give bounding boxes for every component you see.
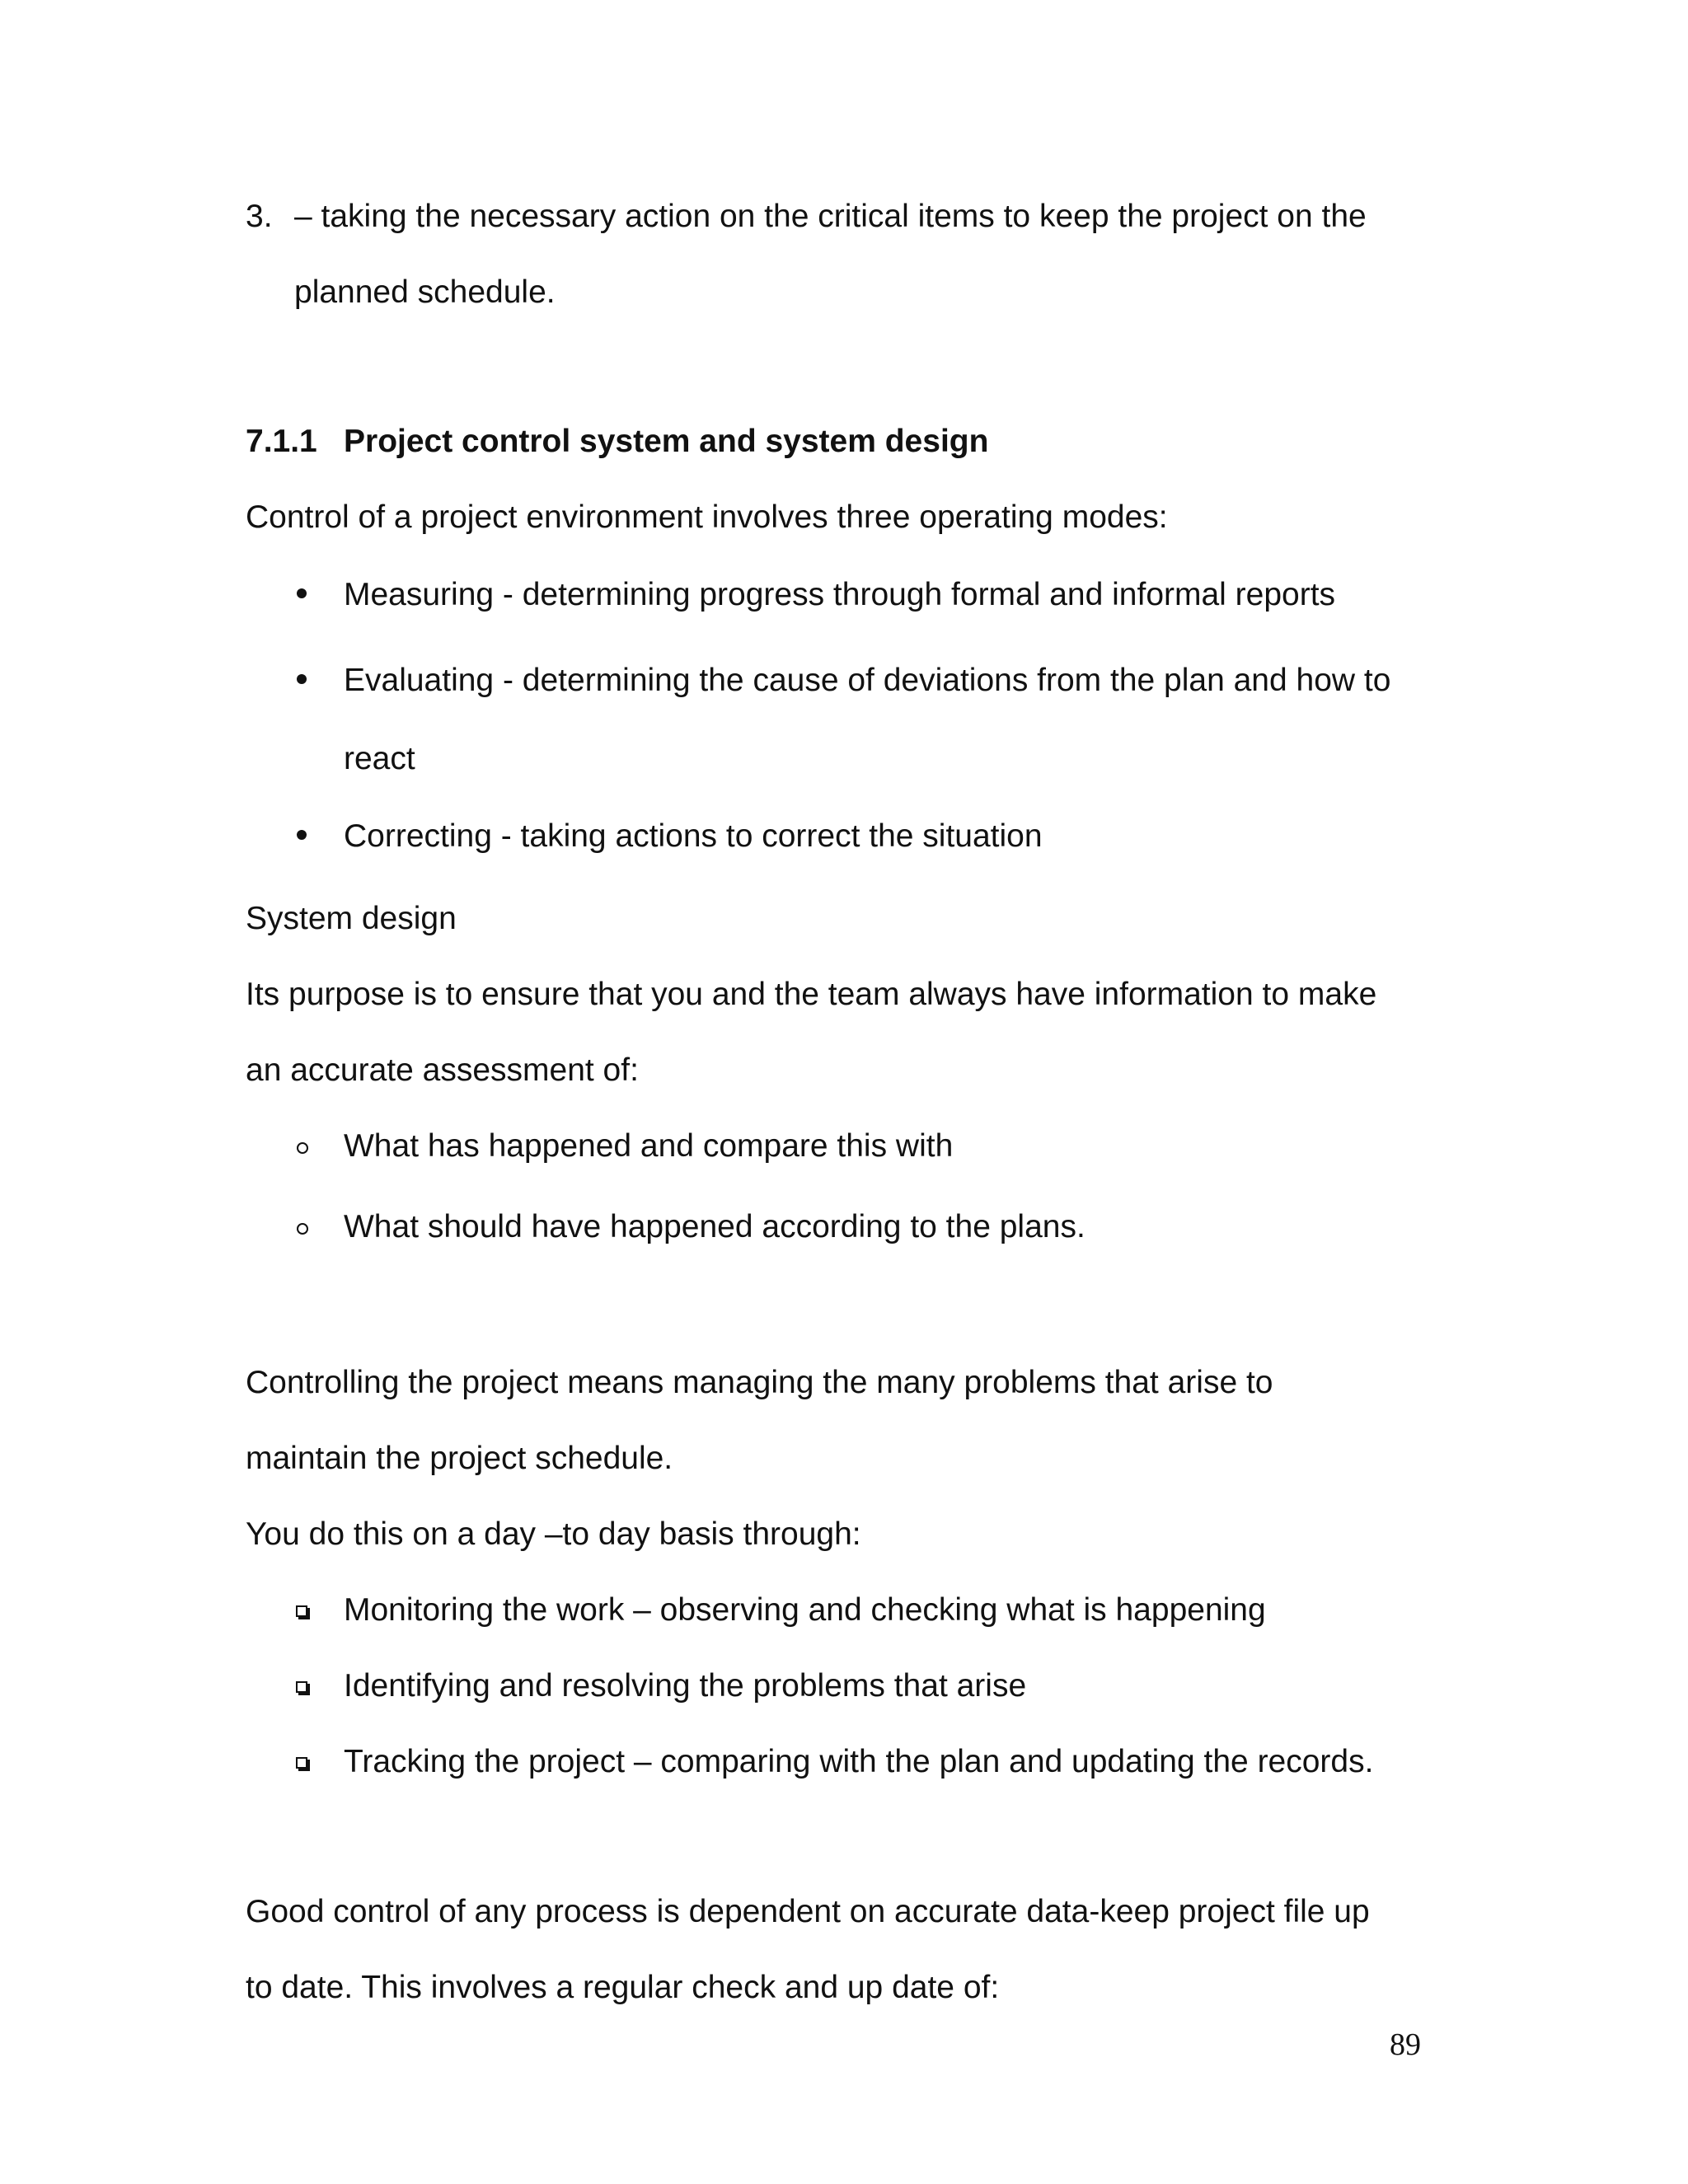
good-control-paragraph-line1: Good control of any process is dependent on accurate data-keep project file up [246, 1894, 1370, 1929]
bullet-square-icon [296, 1757, 307, 1769]
assessment-item: What should have happened according to the plans. [344, 1209, 1085, 1244]
bullet-circle-icon [297, 1142, 308, 1154]
mode-item-evaluating: Evaluating - determining the cause of deviations from the plan and how to [344, 663, 1391, 698]
item3-text-line2: planned schedule. [294, 274, 556, 310]
controlling-paragraph-line1: Controlling the project means managing the many problems that arise to [246, 1365, 1273, 1400]
mode-item-measuring: Measuring - determining progress through formal and informal reports [344, 577, 1336, 612]
page-number: 89 [1390, 2027, 1421, 2062]
list-number: 3. [246, 199, 273, 234]
intro-paragraph: Control of a project environment involves three operating modes: [246, 499, 1168, 535]
controlling-item-tracking: Tracking the project – comparing with the plan and updating the records. [344, 1744, 1374, 1779]
system-design-para-line1: Its purpose is to ensure that you and the team always have information to make [246, 977, 1377, 1012]
good-control-paragraph-line2: to date. This involves a regular check and up date of: [246, 1970, 1000, 2005]
bullet-dot-icon [297, 830, 307, 840]
section-number: 7.1.1 [246, 424, 317, 459]
system-design-title: System design [246, 901, 457, 936]
controlling-paragraph-line3: You do this on a day –to day basis through: [246, 1516, 861, 1552]
bullet-square-icon [296, 1681, 307, 1693]
controlling-item-monitoring: Monitoring the work – observing and checking what is happening [344, 1592, 1266, 1628]
bullet-circle-icon [297, 1223, 308, 1235]
bullet-square-icon [296, 1605, 307, 1617]
mode-item-evaluating-cont: react [344, 741, 415, 776]
system-design-para-line2: an accurate assessment of: [246, 1052, 639, 1088]
bullet-dot-icon [297, 588, 307, 598]
bullet-dot-icon [297, 674, 307, 684]
controlling-item-identifying: Identifying and resolving the problems that arise [344, 1668, 1027, 1704]
mode-item-correcting: Correcting - taking actions to correct the situation [344, 818, 1043, 854]
controlling-paragraph-line2: maintain the project schedule. [246, 1441, 673, 1476]
assessment-item: What has happened and compare this with [344, 1128, 954, 1164]
section-title: Project control system and system design [344, 424, 989, 459]
item3-text-line1: – taking the necessary action on the critical items to keep the project on the [294, 199, 1367, 234]
